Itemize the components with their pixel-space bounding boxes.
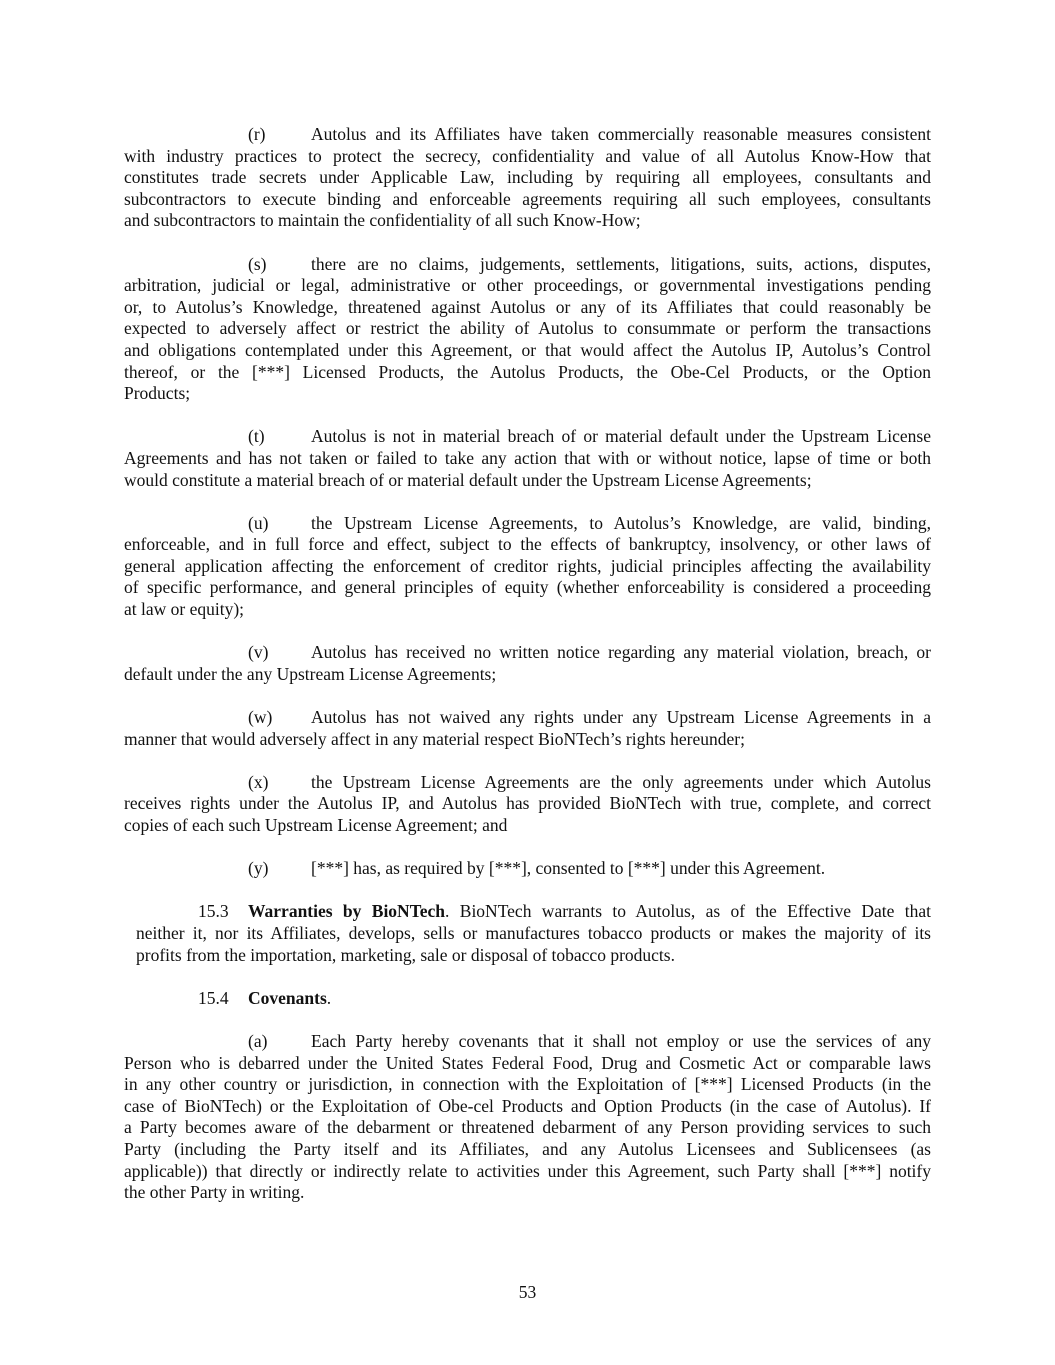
line-text: Agreements and has not taken or failed to take any action that with or without notice, lapse of time or both bbox=[124, 447, 931, 468]
text-line bbox=[124, 793, 931, 815]
blank-line bbox=[0, 232, 1055, 254]
text-line bbox=[136, 901, 931, 923]
line-text: Autolus and its Affiliates have taken commercially reasonable measures consistent bbox=[311, 124, 931, 144]
line-text: applicable)) that directly or indirectly relate to activities under this Agreement, such Party shall [***] notify bbox=[124, 1160, 931, 1181]
text-line bbox=[124, 772, 931, 794]
item-label: (t) bbox=[248, 426, 265, 447]
section-15-4-heading bbox=[124, 988, 931, 1010]
line-text: receives rights under the Autolus IP, and Autolus has provided BioNTech with true, complete, and correct bbox=[124, 793, 931, 814]
text-line bbox=[124, 189, 931, 211]
item-label: (w) bbox=[248, 707, 273, 728]
text-line bbox=[124, 642, 931, 664]
text-line bbox=[124, 146, 931, 168]
item-label: (a) bbox=[248, 1030, 268, 1051]
line-text: and obligations contemplated under this Agreement, or that would affect the Autolus IP, Autolus’s Control bbox=[124, 339, 931, 360]
line-text: . BioNTech warrants to Autolus, as of the Effective Date that bbox=[445, 901, 931, 922]
line-text: Products; bbox=[124, 383, 191, 404]
line-text: at law or equity); bbox=[124, 599, 245, 620]
item-label: (u) bbox=[248, 512, 269, 533]
text-line bbox=[124, 1182, 931, 1204]
text-line bbox=[124, 448, 931, 470]
text-line bbox=[124, 275, 931, 297]
text-line bbox=[124, 729, 931, 751]
blank-line bbox=[0, 405, 1055, 427]
clause-r bbox=[0, 124, 1055, 232]
line-text: the other Party in writing. bbox=[124, 1182, 305, 1203]
clause-u bbox=[0, 513, 1055, 621]
line-text: default under the any Upstream License Agreements; bbox=[124, 663, 497, 684]
line-text: neither it, nor its Affiliates, develops, sells or manufactures tobacco products or makes the majority of its bbox=[136, 922, 931, 943]
line-text: [***] has, as required by [***], consented to [***] under this Agreement. bbox=[311, 858, 826, 879]
text-line bbox=[124, 1031, 931, 1053]
clause-w bbox=[0, 707, 1055, 750]
line-text: thereof, or the [***] Licensed Products, the Autolus Products, the Obe-Cel Products, or the Option bbox=[124, 361, 931, 382]
text-line bbox=[124, 383, 931, 405]
section-heading: Warranties by BioNTech bbox=[248, 901, 446, 922]
section-15-3 bbox=[0, 901, 1055, 966]
heading-suffix: . bbox=[326, 987, 332, 1008]
line-text: the Upstream License Agreements are the only agreements under which Autolus bbox=[311, 771, 931, 792]
blank-line bbox=[0, 685, 1055, 707]
line-text: Person who is debarred under the United States Federal Food, Drug and Cosmetic Act or comparable laws bbox=[124, 1052, 931, 1073]
line-text: with industry practices to protect the secrecy, confidentiality and value of all Autolus Know-How that bbox=[124, 145, 931, 166]
text-line bbox=[124, 577, 931, 599]
text-line bbox=[124, 318, 931, 340]
line-text: Each Party hereby covenants that it shall not employ or use the services of any bbox=[311, 1030, 931, 1051]
text-line bbox=[124, 1139, 931, 1161]
line-text: expected to adversely affect or restrict the ability of Autolus to consummate or perform the transactions bbox=[124, 318, 931, 339]
text-line bbox=[124, 858, 931, 880]
line-text bbox=[248, 901, 931, 923]
text-line bbox=[136, 923, 931, 945]
text-line bbox=[124, 513, 931, 535]
line-text: Party (including the Party itself and its Affiliates, and any Autolus Licensees and Sublicensees (as bbox=[124, 1138, 931, 1159]
item-label: (s) bbox=[248, 253, 267, 274]
line-text: case of BioNTech) or the Exploitation of Obe-cel Products and Option Products (in the case of Autolus). If bbox=[124, 1095, 931, 1116]
text-line bbox=[124, 1161, 931, 1183]
text-line bbox=[124, 815, 931, 837]
line-text: the Upstream License Agreements, to Autolus’s Knowledge, are valid, binding, bbox=[311, 512, 931, 533]
line-text: there are no claims, judgements, settlements, litigations, suits, actions, disputes, bbox=[311, 253, 931, 274]
line-text: and subcontractors to maintain the confidentiality of all such Know-How; bbox=[124, 210, 641, 231]
text-line bbox=[124, 254, 931, 276]
item-label: (v) bbox=[248, 642, 269, 663]
line-text: profits from the importation, marketing, sale or disposal of tobacco products. bbox=[136, 944, 675, 965]
clause-s bbox=[0, 254, 1055, 405]
page-number: 53 bbox=[518, 1282, 537, 1302]
blank-line bbox=[0, 621, 1055, 643]
text-line bbox=[124, 124, 931, 146]
line-text: a Party becomes aware of the debarment or threatened debarment of any Person providing services to such bbox=[124, 1117, 931, 1138]
item-label: (y) bbox=[248, 858, 269, 879]
blank-line bbox=[0, 750, 1055, 772]
text-line bbox=[136, 945, 931, 967]
text-line bbox=[124, 470, 931, 492]
text-line bbox=[124, 556, 931, 578]
clause-y bbox=[0, 858, 1055, 880]
clause-t bbox=[0, 426, 1055, 491]
covenant-a bbox=[0, 1031, 1055, 1204]
line-text: arbitration, judicial or legal, administrative or other proceedings, or governmental investigations pending bbox=[124, 275, 931, 296]
text-line bbox=[124, 1074, 931, 1096]
line-text: general application affecting the enforcement of creditor rights, judicial principles affecting the availability bbox=[124, 555, 931, 576]
text-line bbox=[124, 167, 931, 189]
section-heading-text bbox=[248, 988, 331, 1010]
item-label: (r) bbox=[248, 124, 266, 144]
text-line bbox=[124, 426, 931, 448]
text-line bbox=[124, 664, 931, 686]
text-line bbox=[124, 340, 931, 362]
blank-line bbox=[0, 880, 1055, 902]
text-line bbox=[124, 1096, 931, 1118]
line-text: enforceable, and in full force and effect, subject to the effects of bankruptcy, insolvency, or other laws of bbox=[124, 534, 931, 555]
line-text: Autolus has not waived any rights under any Upstream License Agreements in a bbox=[311, 707, 931, 728]
line-text: subcontractors to execute binding and enforceable agreements requiring all such employees, consultants bbox=[124, 188, 931, 209]
clause-x bbox=[0, 772, 1055, 837]
blank-line bbox=[0, 1009, 1055, 1031]
line-text: of specific performance, and general principles of equity (whether enforceability is considered a proceeding bbox=[124, 577, 931, 598]
line-text: or, to Autolus’s Knowledge, threatened against Autolus or any of its Affiliates that could reasonably be bbox=[124, 296, 931, 317]
line-text: Autolus is not in material breach of or material default under the Upstream License bbox=[311, 426, 931, 447]
blank-line bbox=[0, 491, 1055, 513]
text-line bbox=[124, 297, 931, 319]
section-heading: Covenants bbox=[248, 987, 327, 1008]
item-label: (x) bbox=[248, 771, 269, 792]
text-line bbox=[124, 534, 931, 556]
section-number: 15.3 bbox=[198, 901, 229, 922]
text-line bbox=[124, 1117, 931, 1139]
text-line bbox=[124, 1053, 931, 1075]
line-text: manner that would adversely affect in any material respect BioNTech’s rights hereunder; bbox=[124, 728, 745, 749]
text-line bbox=[124, 707, 931, 729]
document-body bbox=[0, 124, 1055, 1204]
text-line bbox=[124, 599, 931, 621]
line-text: in any other country or jurisdiction, in connection with the Exploitation of [***] Licensed Products (in the bbox=[124, 1074, 931, 1095]
text-line bbox=[124, 362, 931, 384]
section-number: 15.4 bbox=[198, 987, 229, 1008]
line-text: copies of each such Upstream License Agreement; and bbox=[124, 815, 508, 835]
clause-v bbox=[0, 642, 1055, 685]
blank-line bbox=[0, 837, 1055, 859]
line-text: constitutes trade secrets under Applicable Law, including by requiring all employees, consultants and bbox=[124, 167, 931, 188]
line-text: would constitute a material breach of or material default under the Upstream License Agreements; bbox=[124, 469, 812, 490]
text-line bbox=[124, 210, 931, 232]
blank-line bbox=[0, 966, 1055, 988]
line-text: Autolus has received no written notice regarding any material violation, breach, or bbox=[311, 642, 931, 663]
